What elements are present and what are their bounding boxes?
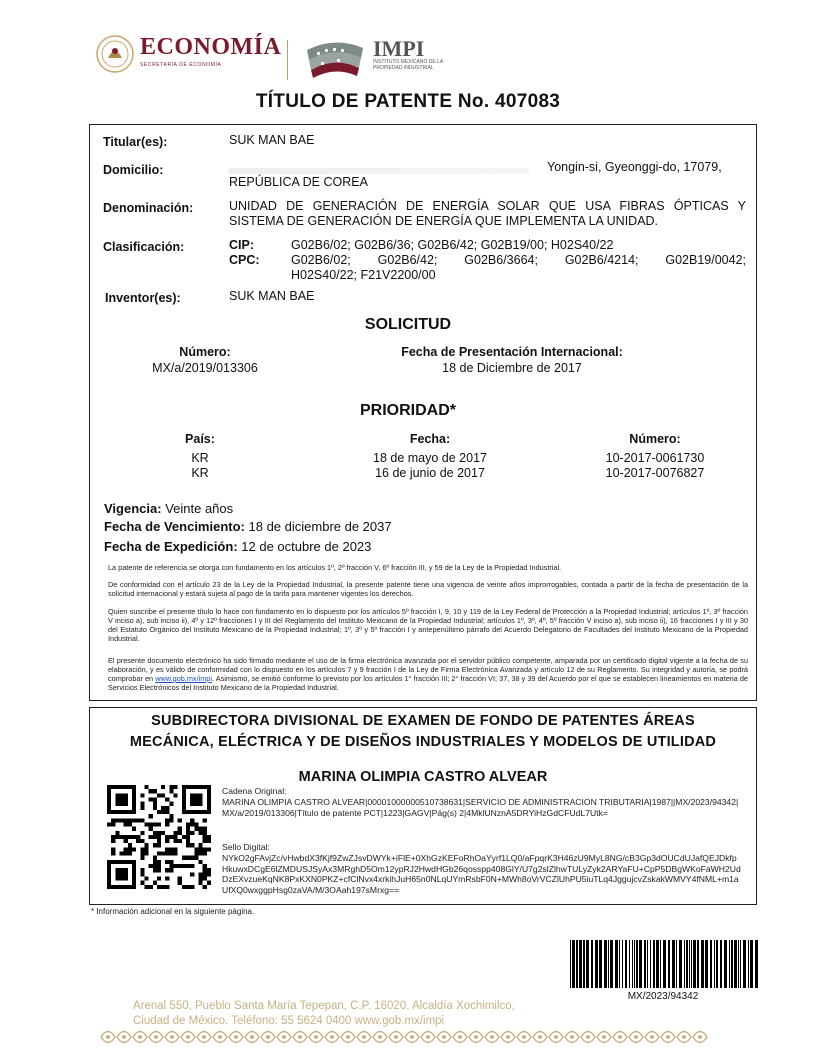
prioridad-heading: PRIORIDAD*	[359, 402, 456, 419]
denominacion-line1: UNIDAD DE GENERACIÓN DE ENERGÍA SOLAR QUE USA FIBRAS ÓPTICAS Y	[229, 199, 746, 213]
cpc-line1: G02B6/02; G02B6/42; G02B6/3664; G02B6/4214; G02B19/0042;	[291, 253, 746, 267]
barcode	[568, 940, 758, 988]
vigencia-value: Veinte años	[165, 501, 234, 516]
legal-p4-text-end: . Asimismo, se emitió conforme lo previsto por los artículos 1° fracción III; 2° fracción VI; 37, 38 y 39 del Acuerdo por el que se establecen lineamientos en materia de Servicios Electrónicos del Instituto Mexicano de la Propiedad Industrial.	[108, 674, 748, 692]
footnote: * Información adicional en la siguiente página.	[91, 907, 255, 916]
footer-address-line2: Ciudad de México. Teléfono: 55 5624 0400 www.gob.mx/impi	[133, 1014, 445, 1027]
decorative-footer-pattern	[100, 1026, 710, 1048]
prioridad-row-fecha: 16 de junio de 2017	[375, 466, 485, 480]
qr-code[interactable]	[107, 785, 211, 889]
inventor-label: Inventor(es):	[105, 291, 181, 305]
office-title-line2: MECÁNICA, ELÉCTRICA Y DE DISEÑOS INDUSTRIALES Y MODELOS DE UTILIDAD	[129, 734, 717, 750]
economia-subtitle: SECRETARÍA DE ECONOMÍA	[140, 62, 222, 68]
titular-label: Titular(es):	[103, 135, 168, 149]
cip-label: CIP:	[229, 238, 254, 252]
prioridad-row-pais: KR	[191, 451, 209, 465]
domicilio-line2: REPÚBLICA DE COREA	[229, 175, 368, 189]
titular-value: SUK MAN BAE	[229, 133, 315, 147]
signer-name: MARINA OLIMPIA CASTRO ALVEAR	[298, 769, 548, 785]
solicitud-fecha-value: 18 de Diciembre de 2017	[442, 361, 582, 375]
redacted-address	[229, 168, 529, 174]
prioridad-col-numero: Número:	[629, 432, 681, 446]
solicitud-numero-label: Número:	[179, 345, 231, 359]
sello-digital-value: NYkO2gFAvjZc/vHwbdX3fKjf9ZwZJsvDWYk+iFlE+0XhGzKEFoRhOaYyrf1LQ0/aFpqrK3H46zU9MyL8NG/cB3Gp3dOUCdUJafQEJDkfpHkuwxDCgE6lZMDUSJSyAx3MRghD5Om12ypRJ2HwdHGb26qosspp408GlY/U7g2slZlhwTULyZyk2ARYaFU+CpP5DBgWKoFaWH2UdDzEXvzueKqNK8PxKXN0PKZ+cfClNvx4xrkihJuH65n0NLqUYmRsbF0N+MWh8oVrVCZlUhPU5iuTLq4JggujcvZskakWMVY4fNML+m1aUfXQ0wxggpHsg0zaVA/M/3OAah197sMrxg==	[222, 853, 741, 895]
sello-digital-label: Sello Digital:	[222, 842, 270, 852]
prioridad-row-fecha: 18 de mayo de 2017	[373, 451, 487, 465]
document-title: TÍTULO DE PATENTE No. 407083	[255, 91, 561, 112]
prioridad-col-pais: País:	[185, 432, 215, 446]
expedicion-row	[104, 539, 371, 554]
cip-value: G02B6/02; G02B6/36; G02B6/42; G02B19/00; H02S40/22	[291, 238, 614, 252]
denominacion-line2: SISTEMA DE GENERACIÓN DE ENERGÍA QUE IMPLEMENTA LA UNIDAD.	[229, 214, 659, 228]
solicitud-fecha-label: Fecha de Presentación Internacional:	[401, 345, 623, 359]
barcode-number: MX/2023/94342	[627, 991, 699, 1002]
legal-paragraph-1: La patente de referencia se otorga con fundamento en los artículos 1º, 2º fracción V, 6º fracción III, y 59 de la Ley de la Propiedad Industrial.	[108, 563, 562, 572]
cpc-label: CPC:	[229, 253, 260, 267]
economia-name: ECONOMÍA	[140, 34, 282, 60]
vigencia-label: Vigencia:	[104, 501, 162, 516]
vencimiento-row	[104, 519, 392, 534]
impi-subtitle: INSTITUTO MEXICANO DE LA PROPIEDAD INDUSTRIAL	[373, 59, 443, 71]
vencimiento-label: Fecha de Vencimiento:	[104, 519, 245, 534]
prioridad-row-pais: KR	[191, 466, 209, 480]
expedicion-value: 12 de octubre de 2023	[241, 539, 372, 554]
cpc-line2: H02S40/22; F21V2200/00	[291, 268, 436, 282]
legal-paragraph-3: Quien suscribe el presente título lo hace con fundamento en lo dispuesto por los artículos 5º fracción I, 9, 10 y 119 de la Ley Federal de Protección a la Propiedad Industrial; artículos 1º, 3º fracción V inciso a), sub inciso ii), 4º y 12º fracciones I y III del Reglamento del Instituto Mexicano de la Propiedad Industrial; artículos 1º, 3º, 4º, 5º fracción V inciso a), sub inciso ii), 16 fracciones I y III y 30 del Estatuto Orgánico del Instituto Mexicano de la Propiedad Industrial; 1º, 3º y 5º fracción I y antepenúltimo párrafo del Acuerdo Delegatorio de Facultades del Instituto Mexicano de la Propiedad Industrial.	[108, 607, 748, 643]
inventor-value: SUK MAN BAE	[229, 289, 315, 303]
impi-name: IMPI	[373, 36, 425, 61]
solicitud-heading: SOLICITUD	[364, 316, 452, 333]
cadena-original-label: Cadena Original:	[222, 786, 287, 796]
vigencia-row	[104, 501, 233, 516]
prioridad-col-fecha: Fecha:	[409, 432, 451, 446]
impi-link[interactable]: www.gob.mx/impi	[155, 674, 212, 683]
denominacion-label: Denominación:	[103, 201, 194, 215]
legal-paragraph-2: De conformidad con el artículo 23 de la Ley de la Propiedad Industrial, la presente patente tiene una vigencia de veinte años improrrogables, contada a partir de la fecha de presentación de la solicitud internacional y estará sujeta al pago de la tarifa para mantener vigentes los derechos.	[108, 580, 748, 598]
economia-seal-logo	[95, 34, 135, 74]
domicilio-label: Domicilio:	[103, 163, 164, 177]
office-title-line1: SUBDIRECTORA DIVISIONAL DE EXAMEN DE FONDO DE PATENTES ÁREAS	[151, 713, 695, 729]
footer-address-line1: Arenal 550, Pueblo Santa María Tepepan, C.P. 16020, Alcaldía Xochimilco,	[133, 1000, 515, 1012]
impi-ribbon-logo	[303, 36, 367, 80]
cadena-original-value: MARINA OLIMPIA CASTRO ALVEAR|00001000000510738631|SERVICIO DE ADMINISTRACION TRIBUTARIA|1987||MX/2023/94342|MX/a/2019/013306|Título de patente PCT|1223|GAGV|Pág(s) 2|4MklUNznA5DRYiHzGdCFUdL7Utk=	[222, 797, 739, 818]
prioridad-row-numero: 10-2017-0076827	[605, 466, 705, 480]
logo-divider	[287, 40, 288, 80]
legal-paragraph-4	[108, 656, 748, 692]
prioridad-row-numero: 10-2017-0061730	[605, 451, 705, 465]
vencimiento-value: 18 de diciembre de 2037	[248, 519, 392, 534]
expedicion-label: Fecha de Expedición:	[104, 539, 238, 554]
clasificacion-label: Clasificación:	[103, 240, 185, 254]
footer-address	[133, 999, 515, 1028]
solicitud-numero-value: MX/a/2019/013306	[152, 361, 258, 375]
domicilio-line1: Yongin-si, Gyeonggi-do, 17079,	[547, 160, 722, 174]
legal-p4-text: El presente documento electrónico ha sido firmado mediante el uso de la firma electrónica avanzada por el servidor público competente, amparada por un certificado digital vigente a la fecha de su elaboración, y es válido de conformidad con lo dispuesto en los artículos 7 y 9 fracción I de la Ley de Firma Electrónica Avanzada y artículo 12 de su Reglamento. Su integridad y autoría, se podrá comprobar en	[108, 656, 748, 683]
